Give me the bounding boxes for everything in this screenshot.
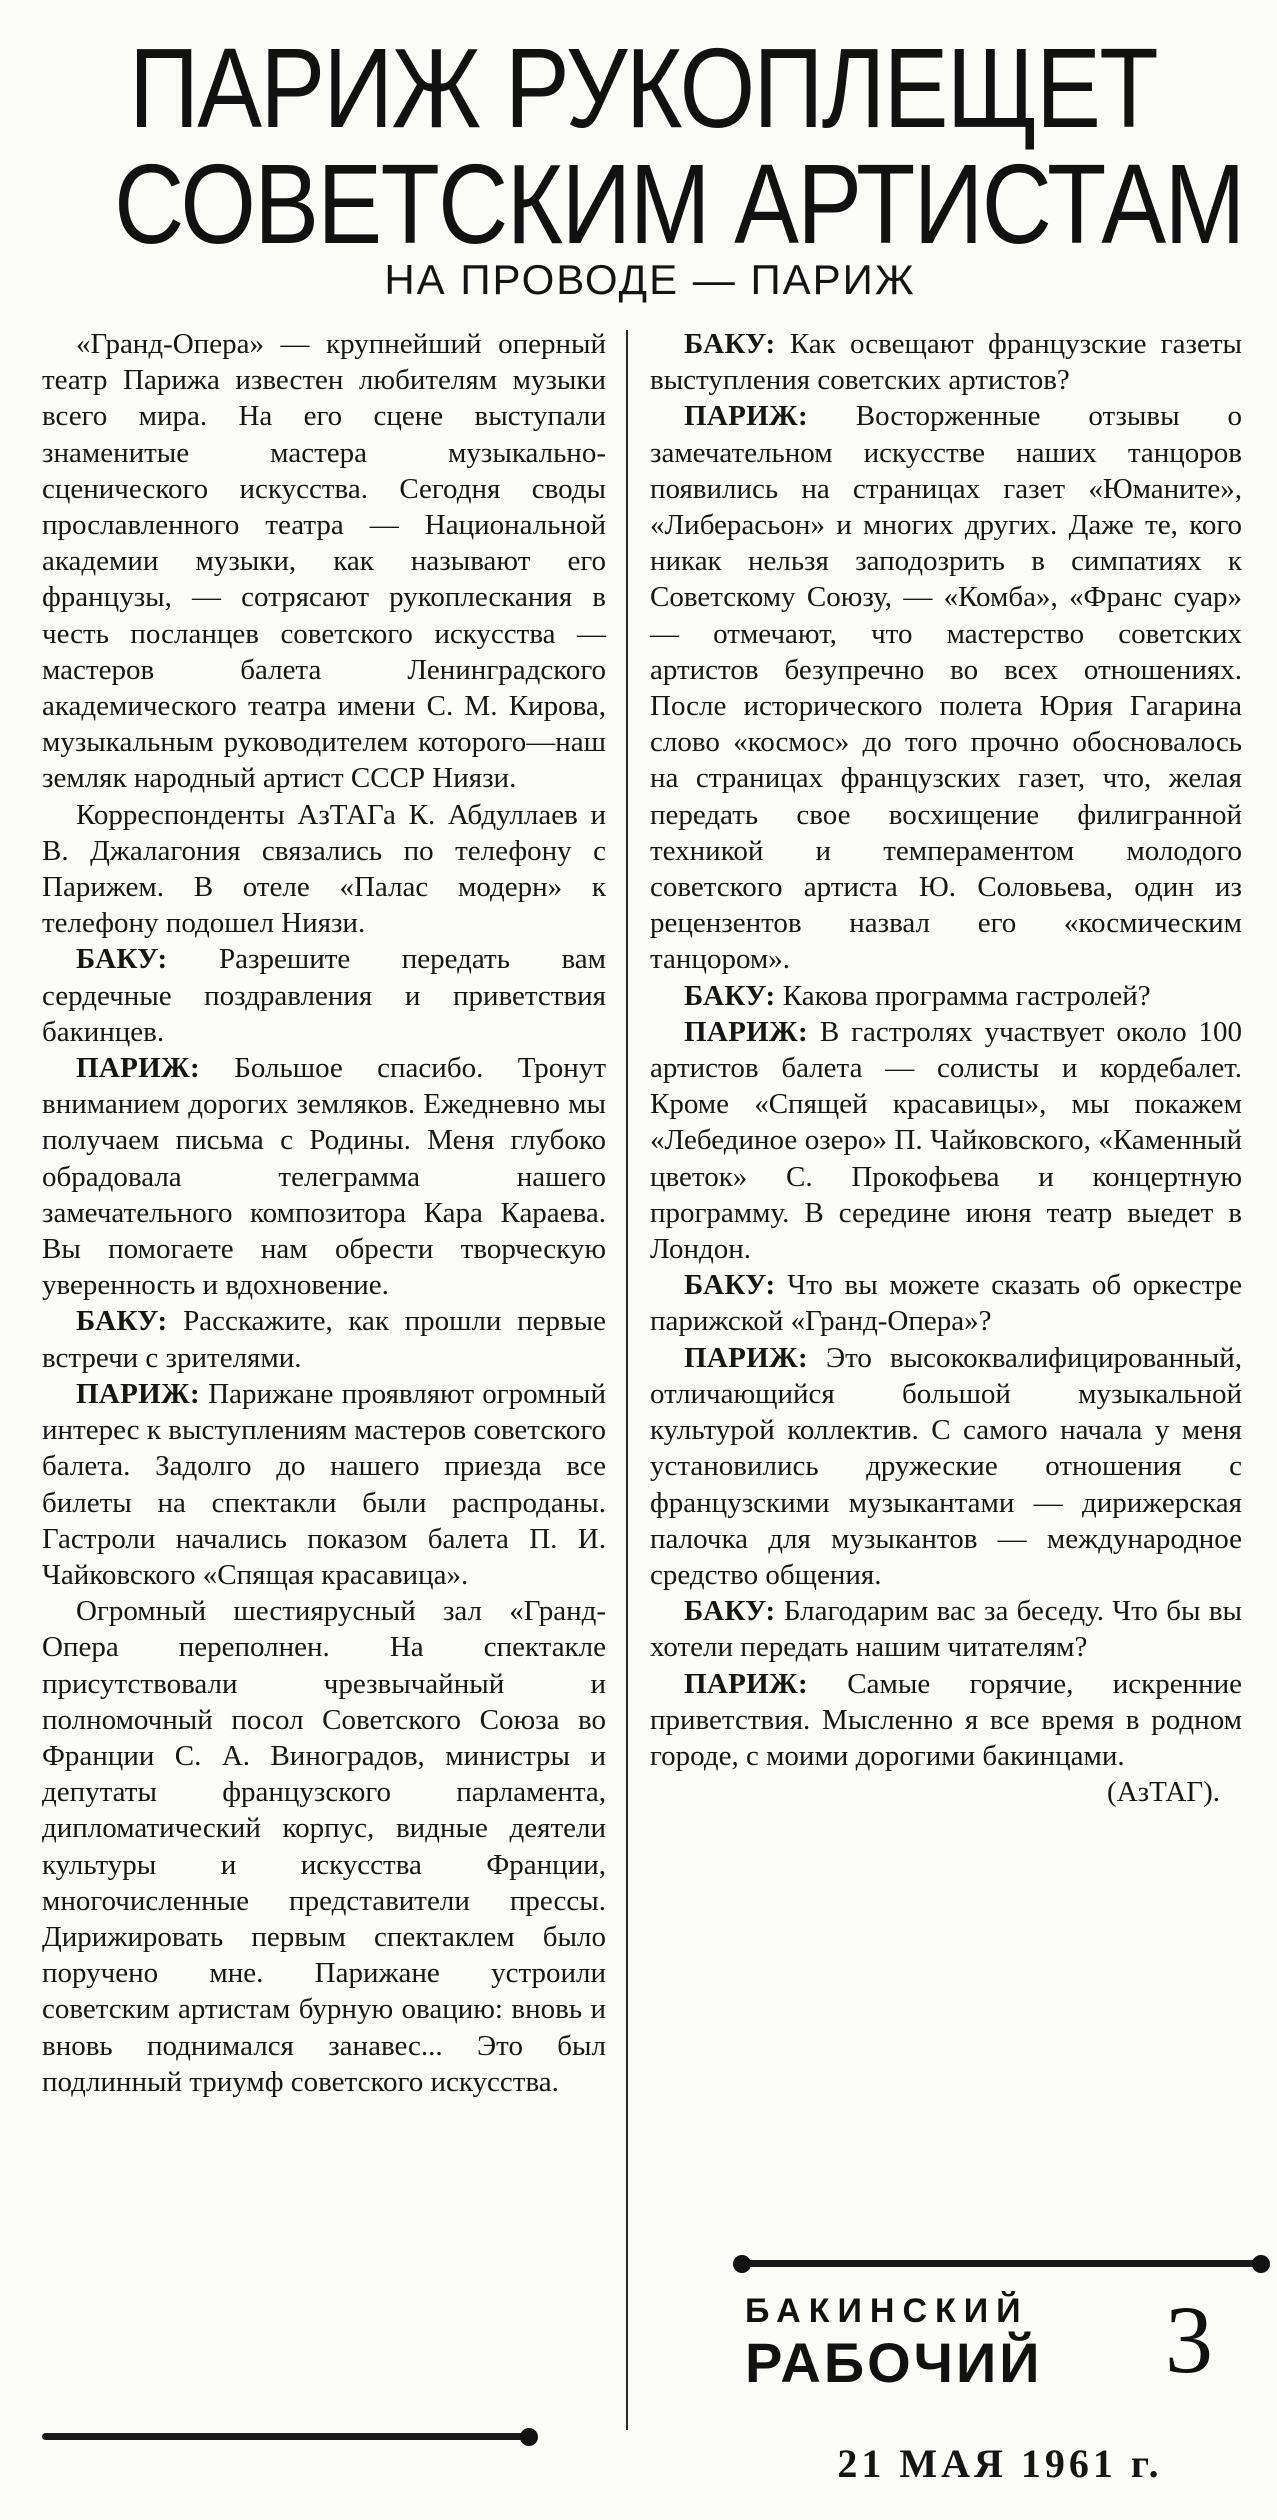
paragraph	[650, 1014, 1242, 1267]
paragraph	[650, 978, 1242, 1014]
speaker-label: ПАРИЖ:	[76, 1377, 200, 1410]
paragraph-text: Это высококвалифицированный, отличающийся большой музыкальной культурой коллектив. С самого начала у меня установились дружеские отношения с французскими музыкантами — дирижерская палочка для музыкантов — международное средство общения.	[650, 1341, 1242, 1591]
signature: (АзТАГ).	[1107, 1776, 1220, 1809]
masthead-small: БАКИНСКИЙ	[745, 2292, 1029, 2330]
paragraph	[650, 1593, 1242, 1665]
paragraph-text: В гастролях участвует около 100 артистов балета — солисты и кордебалет. Кроме «Спящей красавицы», мы покажем «Лебединое озеро» П. Чайковского, «Каменный цветок» С. Прокофьева и концертную программу. В середине июня театр выедет в Лондон.	[650, 1015, 1242, 1266]
masthead	[745, 2284, 1245, 2394]
paragraph-text: Самые горячие, искренние приветствия. Мысленно я все время в родном городе, с моими дорогими бакинцами.	[650, 1667, 1242, 1772]
divider-dot	[733, 2255, 751, 2273]
paragraph	[42, 326, 606, 797]
divider-dot	[520, 2428, 538, 2446]
paragraph-text: Парижане проявляют огромный интерес к выступлениям мастеров советского балета. Задолго до нашего приезда все билеты на спектакли были распроданы. Гастроли начались показом балета П. И. Чайковского «Спящая красавица».	[42, 1377, 607, 1591]
speaker-label: ПАРИЖ:	[684, 1667, 808, 1700]
paragraph-text: Благодарим вас за беседу. Что бы вы хотели передать нашим читателям?	[650, 1595, 1242, 1664]
paragraph-text: Разрешите передать вам сердечные поздравления и приветствия бакинцев.	[42, 943, 606, 1048]
paragraph	[42, 797, 606, 942]
paragraph	[42, 1376, 606, 1593]
wavy-divider-left	[42, 2433, 530, 2440]
paragraph	[42, 1050, 606, 1303]
paragraph	[650, 1666, 1242, 1775]
speaker-label: БАКУ:	[76, 943, 168, 976]
speaker-label: ПАРИЖ:	[684, 400, 808, 433]
paragraph-text: Какова программа гастролей?	[782, 979, 1151, 1012]
paragraph	[650, 398, 1242, 977]
paragraph-text: Как освещают французские газеты выступления советских артистов?	[650, 328, 1243, 397]
paragraph-text: Корреспонденты АзТАГа К. Абдуллаев и В. Джалагония связались по телефону с Парижем. В отеле «Палас модерн» к телефону подошел Ниязи.	[42, 798, 606, 940]
paragraph-text: Что вы можете сказать об оркестре парижской «Гранд-Опера»?	[650, 1269, 1243, 1338]
divider-dot	[1252, 2255, 1270, 2273]
kicker-subheading: НА ПРОВОДЕ — ПАРИЖ	[384, 256, 916, 303]
paragraph	[42, 1303, 606, 1375]
paragraph-text: Большое спасибо. Тронут вниманием дорогих земляков. Ежедневно мы получаем письма с Родины. Меня глубоко обрадовала телеграмма нашего замечательного композитора Кара Караева. Вы помогаете нам обрести творческую уверенность и вдохновение.	[42, 1052, 606, 1302]
dateline: 21 МАЯ 1961 г.	[837, 2441, 1163, 2486]
paragraph-text: Расскажите, как прошли первые встречи с зрителями.	[42, 1305, 607, 1374]
column-rule	[626, 330, 628, 2430]
paragraph	[42, 941, 606, 1050]
paragraph	[42, 1593, 606, 2100]
speaker-label: БАКУ:	[684, 1269, 776, 1302]
headline-line-2: СОВЕТСКИМ АРТИСТАМ	[114, 141, 1244, 267]
article-column-left	[42, 326, 606, 2100]
page-number: 3	[1165, 2286, 1213, 2393]
headline	[114, 25, 1244, 267]
speaker-label: ПАРИЖ:	[684, 1015, 808, 1048]
paragraph	[650, 1340, 1242, 1593]
speaker-label: БАКУ:	[684, 1595, 776, 1628]
speaker-label: БАКУ:	[684, 328, 776, 360]
paragraph	[650, 326, 1242, 398]
speaker-label: ПАРИЖ:	[684, 1341, 808, 1374]
masthead-title: РАБОЧИЙ	[745, 2331, 1043, 2394]
headline-line-1: ПАРИЖ РУКОПЛЕЩЕТ	[129, 25, 1157, 151]
speaker-label: БАКУ:	[684, 979, 776, 1012]
article-column-right	[650, 326, 1242, 1810]
paragraph-text: Восторженные отзывы о замечательном искусстве наших танцоров появились на страницах газет «Юманите», «Либерасьон» и многих других. Даже те, кого никак нельзя заподозрить в симпатиях к Советскому Союзу, — «Комба», «Франс суар» — отмечают, что мастерство советских артистов безупречно во всех отношениях. После исторического полета Юрия Гагарина слово «космос» до того прочно обосновалось на страницах французских газет, что, желая передать свое восхищение филигранной техникой и темпераментом молодого советского артиста Ю. Соловьева, один из рецензентов назвал его «космическим танцором».	[650, 400, 1242, 976]
paragraph	[650, 1267, 1242, 1339]
paragraph-text: Огромный шестиярусный зал «Гранд-Опера переполнен. На спектакле присутствовали чрезвычайный и полномочный посол Советского Союза во Франции С. А. Виноградов, министры и депутаты французского парламента, дипломатический корпус, видные деятели культуры и искусства Франции, многочисленные представители прессы. Дирижировать первым спектаклем было поручено мне. Парижане устроили советским артистам бурную овацию: вновь и вновь поднимался занавес... Это был подлинный триумф советского искусства.	[42, 1595, 606, 2098]
speaker-label: ПАРИЖ:	[76, 1052, 200, 1085]
wavy-divider-right	[742, 2260, 1262, 2267]
speaker-label: БАКУ:	[76, 1305, 168, 1338]
paragraph-text: «Гранд-Опера» — крупнейший оперный театр Парижа известен любителям музыки всего мира. На его сцене выступали знаменитые мастера музыкально-сценического искусства. Сегодня своды прославленного театра — Национальной академии музыки, как называют его французы, — сотрясают рукоплескания в честь посланцев советского искусства — мастеров балета Ленинградского академического театра имени С. М. Кирова, музыкальным руководителем которого—наш земляк народный артист СССР Ниязи.	[42, 328, 606, 795]
